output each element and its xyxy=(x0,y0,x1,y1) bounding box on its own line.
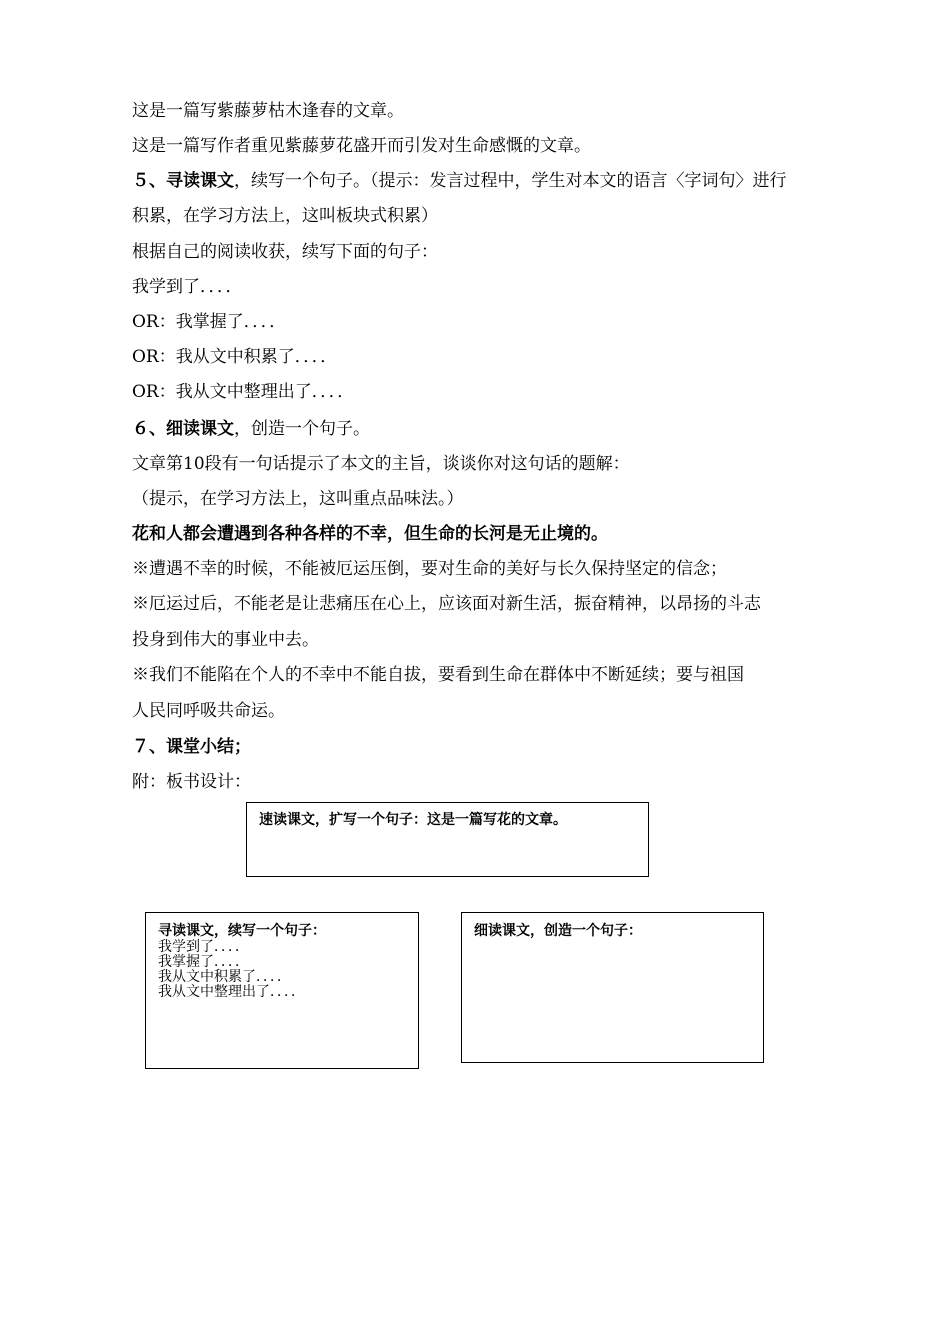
paragraph-line: 文章第10段有一句话提示了本文的主旨，谈谈你对这句话的题解： xyxy=(132,454,630,474)
paragraph-line: 投身到伟大的事业中去。 xyxy=(132,630,319,650)
paragraph-line: ※厄运过后，不能老是让悲痛压在心上，应该面对新生活，振奋精神，以昂扬的斗志 xyxy=(132,594,761,614)
board-top-title: 速读课文，扩写一个句子：这是一篇写花的文章。 xyxy=(259,812,567,828)
board-left-title: 寻读课文，续写一个句子： xyxy=(158,923,326,939)
section-7-heading: ７、课堂小结； xyxy=(132,737,251,757)
board-left-item: 我从文中积累了．．．． xyxy=(158,969,291,985)
paragraph-line: （提示，在学习方法上，这叫重点品味法。） xyxy=(132,489,464,509)
section-title: 细读课文 xyxy=(166,419,234,439)
paragraph-line: OR：我从文中积累了．．．． xyxy=(132,347,338,367)
board-left-item: 我掌握了．．．． xyxy=(158,954,249,970)
section-title: 寻读课文 xyxy=(166,171,234,191)
paragraph-line: 积累，在学习方法上，这叫板块式积累） xyxy=(132,206,438,226)
section-5-heading xyxy=(132,170,787,192)
paragraph-line: 我学到了．．．． xyxy=(132,277,243,297)
board-top-box xyxy=(246,802,649,877)
paragraph-line: ※我们不能陷在个人的不幸中不能自拔，要看到生命在群体中不断延续；要与祖国 xyxy=(132,665,744,685)
paragraph-line: 附：板书设计： xyxy=(132,772,251,792)
paragraph-line: 人民同呼吸共命运。 xyxy=(132,701,285,721)
section-text: ，续写一个句子。（提示：发言过程中，学生对本文的语言〈字词句〉进行 xyxy=(234,171,787,191)
section-number: ５、 xyxy=(132,171,166,191)
board-left-item: 我从文中整理出了．．．． xyxy=(158,984,305,1000)
paragraph-line: 根据自己的阅读收获，续写下面的句子： xyxy=(132,242,438,262)
section-number: ６、 xyxy=(132,419,166,439)
section-text: ，创造一个句子。 xyxy=(234,419,370,439)
board-right-title: 细读课文，创造一个句子： xyxy=(474,923,642,939)
paragraph-line: OR：我从文中整理出了．．．． xyxy=(132,382,355,402)
paragraph-line: ※遭遇不幸的时候，不能被厄运压倒，要对生命的美好与长久保持坚定的信念； xyxy=(132,559,727,579)
paragraph-line: 这是一篇写紫藤萝枯木逢春的文章。 xyxy=(132,101,404,121)
board-left-item: 我学到了．．．． xyxy=(158,939,249,955)
board-right-box xyxy=(461,912,764,1063)
key-sentence: 花和人都会遭遇到各种各样的不幸，但生命的长河是无止境的。 xyxy=(132,524,608,544)
paragraph-line: 这是一篇写作者重见紫藤萝花盛开而引发对生命感慨的文章。 xyxy=(132,136,591,156)
section-6-heading xyxy=(132,418,370,440)
paragraph-line: OR：我掌握了．．．． xyxy=(132,312,287,332)
board-left-box xyxy=(145,912,419,1069)
